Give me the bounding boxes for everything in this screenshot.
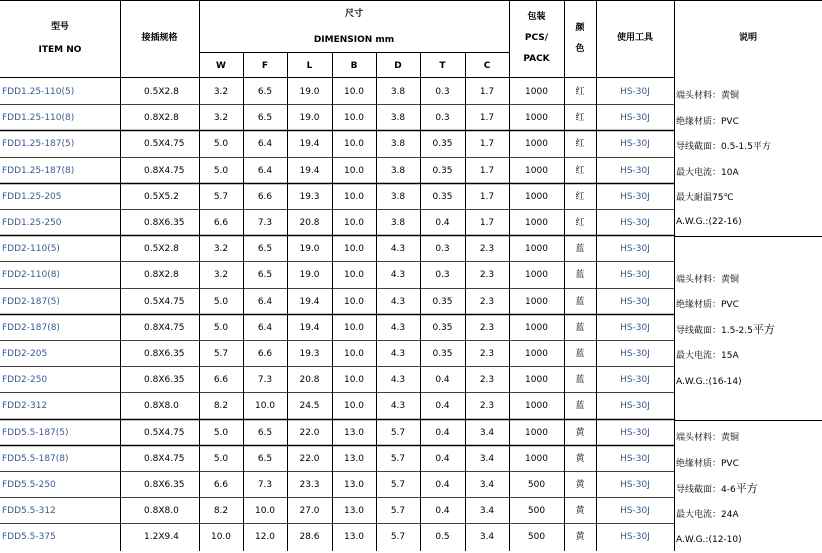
cell-dim-d: 5.7 xyxy=(390,532,406,542)
cell-dim-l: 20.8 xyxy=(299,375,320,385)
cell-dim-d: 3.8 xyxy=(390,113,406,123)
cell-dim-f: 6.5 xyxy=(257,87,273,97)
cell-dim-t: 0.3 xyxy=(435,244,450,254)
cell-dim-t: 0.35 xyxy=(432,166,453,176)
cell-spec: 0.8X6.35 xyxy=(144,480,185,490)
cell-pack: 1000 xyxy=(525,113,548,123)
note-g3-material: 端头材料：黄铜 xyxy=(676,433,740,443)
cell-dim-d: 4.3 xyxy=(390,375,406,385)
cell-spec: 0.8X4.75 xyxy=(144,454,185,464)
cell-color: 黄 xyxy=(575,454,585,464)
cell-pack: 1000 xyxy=(525,349,548,359)
cell-color: 蓝 xyxy=(575,375,585,385)
cell-dim-f: 6.6 xyxy=(257,349,273,359)
cell-dim-d: 5.7 xyxy=(390,428,406,438)
header-note: 说明 xyxy=(738,33,757,43)
cell-pack: 1000 xyxy=(525,454,548,464)
cell-dim-f: 6.5 xyxy=(257,428,273,438)
cell-tool: HS-30J xyxy=(620,218,650,228)
cell-dim-f: 12.0 xyxy=(254,532,276,542)
note-g3-awg: A.W.G.:(12-10) xyxy=(676,535,742,545)
cell-dim-f: 10.0 xyxy=(254,401,276,411)
cell-color: 蓝 xyxy=(575,297,585,307)
cell-dim-w: 8.2 xyxy=(213,506,229,516)
cell-item-no: FDD2-312 xyxy=(2,401,48,411)
cell-tool: HS-30J xyxy=(620,532,650,542)
cell-dim-t: 0.3 xyxy=(435,113,450,123)
cell-dim-c: 3.4 xyxy=(479,506,495,516)
cell-tool: HS-30J xyxy=(620,113,650,123)
cell-dim-c: 3.4 xyxy=(479,480,495,490)
cell-dim-d: 3.8 xyxy=(390,218,406,228)
cell-dim-w: 3.2 xyxy=(213,270,229,280)
cell-dim-w: 3.2 xyxy=(213,244,229,254)
cell-dim-b: 10.0 xyxy=(343,139,365,149)
cell-dim-w: 3.2 xyxy=(213,113,229,123)
header-dim-d: D xyxy=(394,60,402,71)
cell-pack: 1000 xyxy=(525,218,548,228)
cell-dim-b: 10.0 xyxy=(343,166,365,176)
cell-dim-b: 10.0 xyxy=(343,192,365,202)
cell-dim-c: 2.3 xyxy=(479,375,495,385)
cell-item-no: FDD2-250 xyxy=(2,375,48,385)
cell-dim-f: 6.4 xyxy=(257,166,273,176)
cell-dim-w: 5.0 xyxy=(213,323,229,333)
cell-item-no: FDD2-110(5) xyxy=(2,244,60,254)
cell-item-no: FDD1.25-250 xyxy=(2,218,62,228)
cell-dim-c: 1.7 xyxy=(479,113,495,123)
cell-tool: HS-30J xyxy=(620,349,650,359)
cell-dim-w: 6.6 xyxy=(213,375,229,385)
cell-spec: 0.5X2.8 xyxy=(144,244,179,254)
cell-dim-t: 0.3 xyxy=(435,87,450,97)
cell-dim-w: 6.6 xyxy=(213,218,229,228)
note-g2-wire-range-a: 导线截面：1.5-2.5 xyxy=(676,326,753,336)
cell-dim-l: 27.0 xyxy=(299,506,320,516)
cell-item-no: FDD1.25-205 xyxy=(2,192,62,202)
header-item-no-cn: 型号 xyxy=(50,21,69,32)
cell-item-no: FDD5.5-312 xyxy=(2,506,56,516)
header-dim-w: W xyxy=(216,60,226,71)
cell-item-no: FDD5.5-187(8) xyxy=(2,454,69,464)
cell-color: 蓝 xyxy=(575,323,585,333)
note-g1-insulation: 绝缘材质：PVC xyxy=(676,117,739,127)
cell-tool: HS-30J xyxy=(620,454,650,464)
cell-dim-b: 10.0 xyxy=(343,349,365,359)
cell-dim-d: 5.7 xyxy=(390,480,406,490)
cell-spec: 0.8X6.35 xyxy=(144,375,185,385)
cell-dim-b: 13.0 xyxy=(343,454,365,464)
cell-dim-c: 2.3 xyxy=(479,270,495,280)
cell-dim-d: 3.8 xyxy=(390,139,406,149)
cell-item-no: FDD2-205 xyxy=(2,349,48,359)
cell-dim-t: 0.3 xyxy=(435,270,450,280)
cell-dim-w: 5.0 xyxy=(213,166,229,176)
cell-dim-w: 6.6 xyxy=(213,480,229,490)
cell-dim-l: 19.4 xyxy=(299,323,320,333)
cell-spec: 0.8X6.35 xyxy=(144,218,185,228)
cell-pack: 1000 xyxy=(525,401,548,411)
cell-item-no: FDD2-110(8) xyxy=(2,270,60,280)
cell-pack: 500 xyxy=(527,480,546,490)
cell-color: 红 xyxy=(575,166,585,176)
note-g2-current: 最大电流：15A xyxy=(676,351,739,361)
cell-color: 黄 xyxy=(575,506,585,516)
header-pack xyxy=(509,0,564,77)
cell-dim-c: 2.3 xyxy=(479,244,495,254)
cell-dim-d: 5.7 xyxy=(390,454,406,464)
cell-color: 蓝 xyxy=(575,401,585,411)
cell-dim-l: 19.3 xyxy=(299,349,320,359)
cell-dim-l: 28.6 xyxy=(299,532,320,542)
note-g1-wire-range: 导线截面：0.5-1.5平方 xyxy=(676,142,771,152)
cell-dim-d: 3.8 xyxy=(390,87,406,97)
cell-dim-w: 5.0 xyxy=(213,454,229,464)
cell-dim-b: 13.0 xyxy=(343,506,365,516)
cell-item-no: FDD5.5-250 xyxy=(2,480,56,490)
cell-tool: HS-30J xyxy=(620,244,650,254)
cell-dim-t: 0.4 xyxy=(435,428,450,438)
header-dimension-en: DIMENSION mm xyxy=(313,34,395,45)
cell-dim-w: 5.0 xyxy=(213,428,229,438)
note-g3-current: 最大电流：24A xyxy=(676,510,739,520)
cell-dim-f: 7.3 xyxy=(257,480,273,490)
cell-tool: HS-30J xyxy=(620,192,650,202)
cell-tool: HS-30J xyxy=(620,297,650,307)
cell-color: 蓝 xyxy=(575,270,585,280)
cell-dim-t: 0.35 xyxy=(432,323,453,333)
header-dim-l: L xyxy=(306,60,313,71)
cell-dim-w: 10.0 xyxy=(210,532,232,542)
cell-dim-c: 1.7 xyxy=(479,218,495,228)
cell-tool: HS-30J xyxy=(620,506,650,516)
cell-dim-l: 23.3 xyxy=(299,480,320,490)
note-g2-wire-range xyxy=(676,317,775,343)
header-pack-line3: PACK xyxy=(523,54,550,64)
header-tool: 使用工具 xyxy=(616,33,653,43)
cell-dim-l: 24.5 xyxy=(299,401,320,411)
cell-color: 蓝 xyxy=(575,244,585,254)
cell-spec: 1.2X9.4 xyxy=(144,532,179,542)
cell-dim-l: 20.8 xyxy=(299,218,320,228)
cell-dim-f: 10.0 xyxy=(254,506,276,516)
cell-dim-f: 6.5 xyxy=(257,454,273,464)
cell-spec: 0.8X8.0 xyxy=(144,506,179,516)
cell-color: 蓝 xyxy=(575,349,585,359)
cell-dim-t: 0.35 xyxy=(432,139,453,149)
cell-tool: HS-30J xyxy=(620,166,650,176)
cell-pack: 1000 xyxy=(525,139,548,149)
cell-tool: HS-30J xyxy=(620,428,650,438)
cell-item-no: FDD2-187(8) xyxy=(2,323,60,333)
cell-dim-l: 19.4 xyxy=(299,166,320,176)
cell-tool: HS-30J xyxy=(620,480,650,490)
cell-spec: 0.5X4.75 xyxy=(144,297,185,307)
note-g1-temp: 最大耐温75℃ xyxy=(676,193,734,203)
cell-dim-b: 10.0 xyxy=(343,244,365,254)
cell-dim-d: 4.3 xyxy=(390,349,406,359)
cell-spec: 0.8X8.0 xyxy=(144,401,179,411)
cell-dim-w: 8.2 xyxy=(213,401,229,411)
cell-dim-l: 19.0 xyxy=(299,113,320,123)
header-dim-t: T xyxy=(439,60,446,71)
cell-dim-b: 10.0 xyxy=(343,323,365,333)
cell-dim-d: 3.8 xyxy=(390,166,406,176)
header-dimension-cn: 尺寸 xyxy=(344,8,363,19)
cell-dim-f: 6.5 xyxy=(257,244,273,254)
cell-dim-c: 2.3 xyxy=(479,323,495,333)
cell-pack: 1000 xyxy=(525,428,548,438)
cell-pack: 1000 xyxy=(525,270,548,280)
cell-dim-t: 0.4 xyxy=(435,401,450,411)
note-g1-awg: A.W.G.:(22-16) xyxy=(676,217,742,227)
cell-color: 黄 xyxy=(575,532,585,542)
cell-dim-d: 3.8 xyxy=(390,192,406,202)
cell-color: 红 xyxy=(575,192,585,202)
cell-dim-c: 1.7 xyxy=(479,139,495,149)
cell-dim-b: 10.0 xyxy=(343,270,365,280)
cell-dim-t: 0.5 xyxy=(435,532,450,542)
cell-dim-b: 10.0 xyxy=(343,113,365,123)
cell-spec: 0.8X2.8 xyxy=(144,113,179,123)
cell-spec: 0.5X4.75 xyxy=(144,428,185,438)
cell-tool: HS-30J xyxy=(620,323,650,333)
cell-pack: 1000 xyxy=(525,166,548,176)
cell-dim-f: 6.4 xyxy=(257,297,273,307)
cell-dim-l: 19.3 xyxy=(299,192,320,202)
cell-tool: HS-30J xyxy=(620,270,650,280)
cell-item-no: FDD5.5-375 xyxy=(2,532,56,542)
cell-item-no: FDD1.25-110(8) xyxy=(2,113,75,123)
cell-dim-l: 19.0 xyxy=(299,244,320,254)
note-g2-wire-range-b: 平方 xyxy=(752,323,775,336)
note-g1-material: 端头材料：黄铜 xyxy=(676,91,740,101)
header-spec: 接插规格 xyxy=(141,33,178,43)
cell-pack: 1000 xyxy=(525,244,548,254)
header-pack-line2: PCS/ xyxy=(524,33,549,43)
cell-dim-t: 0.35 xyxy=(432,192,453,202)
cell-pack: 1000 xyxy=(525,375,548,385)
note-g3-wire-range xyxy=(676,476,758,502)
cell-dim-t: 0.4 xyxy=(435,218,450,228)
cell-dim-f: 6.6 xyxy=(257,192,273,202)
cell-dim-b: 10.0 xyxy=(343,87,365,97)
cell-dim-t: 0.35 xyxy=(432,349,453,359)
cell-pack: 500 xyxy=(527,506,546,516)
cell-spec: 0.8X6.35 xyxy=(144,349,185,359)
cell-dim-f: 6.4 xyxy=(257,323,273,333)
cell-spec: 0.8X4.75 xyxy=(144,166,185,176)
header-dim-c: C xyxy=(483,60,491,71)
cell-dim-l: 19.4 xyxy=(299,139,320,149)
cell-item-no: FDD5.5-187(5) xyxy=(2,428,69,438)
cell-dim-f: 6.5 xyxy=(257,270,273,280)
header-dim-f: F xyxy=(261,60,269,71)
cell-dim-d: 5.7 xyxy=(390,506,406,516)
cell-dim-c: 3.4 xyxy=(479,454,495,464)
cell-dim-w: 5.0 xyxy=(213,139,229,149)
cell-tool: HS-30J xyxy=(620,87,650,97)
cell-tool: HS-30J xyxy=(620,375,650,385)
cell-pack: 1000 xyxy=(525,323,548,333)
cell-dim-f: 6.5 xyxy=(257,113,273,123)
cell-item-no: FDD1.25-187(5) xyxy=(2,139,75,149)
cell-dim-b: 13.0 xyxy=(343,532,365,542)
cell-item-no: FDD1.25-187(8) xyxy=(2,166,75,176)
header-item-no-en: ITEM NO xyxy=(38,44,82,55)
cell-dim-l: 22.0 xyxy=(299,454,320,464)
cell-pack: 500 xyxy=(527,532,546,542)
cell-spec: 0.5X4.75 xyxy=(144,139,185,149)
cell-dim-w: 5.7 xyxy=(213,349,229,359)
cell-dim-t: 0.35 xyxy=(432,297,453,307)
note-g2-material: 端头材料：黄铜 xyxy=(676,275,740,285)
cell-dim-d: 4.3 xyxy=(390,244,406,254)
cell-dim-c: 2.3 xyxy=(479,297,495,307)
cell-dim-c: 1.7 xyxy=(479,192,495,202)
note-g2-insulation: 绝缘材质：PVC xyxy=(676,300,739,310)
cell-spec: 0.8X4.75 xyxy=(144,323,185,333)
cell-dim-f: 7.3 xyxy=(257,218,273,228)
cell-item-no: FDD1.25-110(5) xyxy=(2,87,75,97)
cell-dim-b: 13.0 xyxy=(343,428,365,438)
cell-dim-l: 19.0 xyxy=(299,87,320,97)
cell-dim-t: 0.4 xyxy=(435,375,450,385)
cell-color: 红 xyxy=(575,113,585,123)
cell-dim-d: 4.3 xyxy=(390,401,406,411)
cell-item-no: FDD2-187(5) xyxy=(2,297,60,307)
cell-dim-d: 4.3 xyxy=(390,323,406,333)
note-g3-insulation: 绝缘材质：PVC xyxy=(676,459,739,469)
cell-tool: HS-30J xyxy=(620,401,650,411)
cell-dim-w: 5.7 xyxy=(213,192,229,202)
cell-dim-b: 10.0 xyxy=(343,401,365,411)
cell-dim-t: 0.4 xyxy=(435,506,450,516)
cell-dim-c: 3.4 xyxy=(479,428,495,438)
cell-dim-c: 3.4 xyxy=(479,532,495,542)
header-pack-line1: 包装 xyxy=(527,12,546,22)
cell-dim-d: 4.3 xyxy=(390,270,406,280)
cell-dim-w: 5.0 xyxy=(213,297,229,307)
cell-dim-b: 10.0 xyxy=(343,218,365,228)
cell-pack: 1000 xyxy=(525,87,548,97)
cell-color: 黄 xyxy=(575,480,585,490)
cell-dim-w: 3.2 xyxy=(213,87,229,97)
cell-color: 红 xyxy=(575,218,585,228)
cell-pack: 1000 xyxy=(525,192,548,202)
cell-dim-l: 19.4 xyxy=(299,297,320,307)
cell-tool: HS-30J xyxy=(620,139,650,149)
note-g2-awg: A.W.G.:(16-14) xyxy=(676,377,742,387)
cell-dim-d: 4.3 xyxy=(390,297,406,307)
cell-dim-b: 10.0 xyxy=(343,375,365,385)
cell-spec: 0.5X2.8 xyxy=(144,87,179,97)
cell-dim-l: 22.0 xyxy=(299,428,320,438)
cell-color: 红 xyxy=(575,87,585,97)
cell-dim-l: 19.0 xyxy=(299,270,320,280)
cell-spec: 0.5X5.2 xyxy=(144,192,179,202)
note-g3-wire-range-b: 平方 xyxy=(735,482,758,495)
cell-pack: 1000 xyxy=(525,297,548,307)
note-g3-wire-range-a: 导线截面：4-6 xyxy=(676,485,736,495)
cell-dim-t: 0.4 xyxy=(435,480,450,490)
cell-dim-b: 13.0 xyxy=(343,480,365,490)
cell-dim-t: 0.4 xyxy=(435,454,450,464)
cell-dim-c: 1.7 xyxy=(479,87,495,97)
header-item-no xyxy=(0,0,120,77)
header-color xyxy=(564,0,596,77)
cell-spec: 0.8X2.8 xyxy=(144,270,179,280)
cell-color: 红 xyxy=(575,139,585,149)
header-dim-b: B xyxy=(350,60,358,71)
cell-dim-c: 2.3 xyxy=(479,401,495,411)
cell-dim-c: 2.3 xyxy=(479,349,495,359)
cell-dim-f: 6.4 xyxy=(257,139,273,149)
note-g1-current: 最大电流：10A xyxy=(676,168,739,178)
cell-dim-f: 7.3 xyxy=(257,375,273,385)
header-color-line2: 色 xyxy=(575,43,585,54)
cell-dim-b: 10.0 xyxy=(343,297,365,307)
header-color-line1: 颜 xyxy=(575,22,585,33)
cell-color: 黄 xyxy=(575,428,585,438)
cell-dim-c: 1.7 xyxy=(479,166,495,176)
